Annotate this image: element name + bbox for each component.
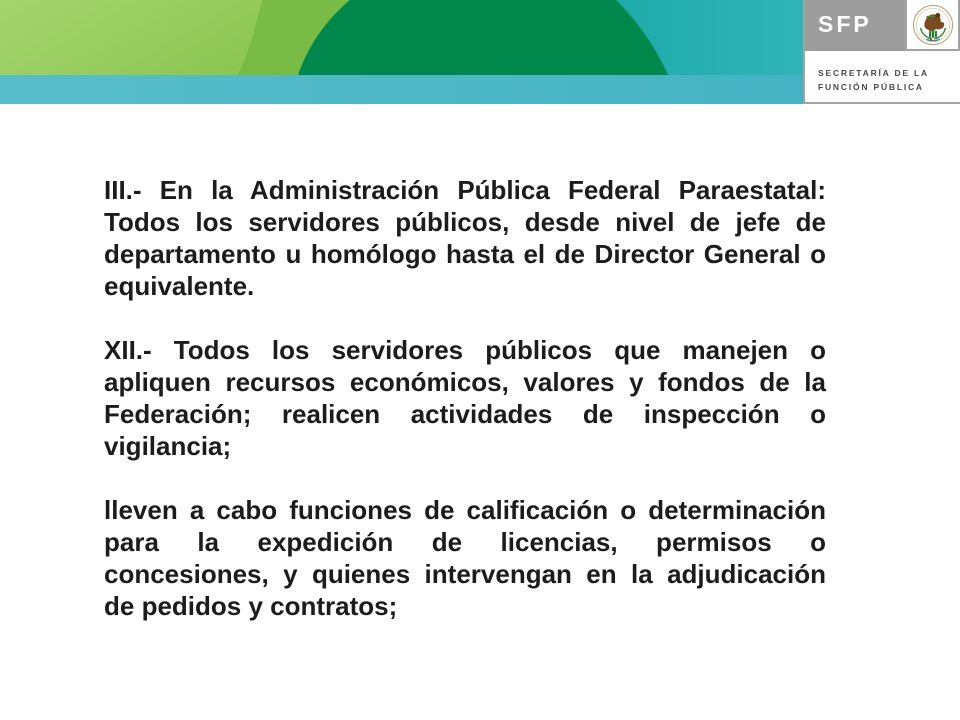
paragraph-3-line-4: de pedidos y contratos; [104, 591, 398, 621]
sfp-brand-block [803, 0, 960, 104]
banner-lower-band [0, 75, 803, 104]
paragraph-3 [104, 494, 826, 622]
sfp-logo [805, 0, 905, 51]
paragraph-1 [104, 174, 826, 302]
paragraph-1-line-3: departamento u homólogo hasta el de Director General o [104, 239, 826, 269]
paragraph-3-line-1: lleven a cabo funciones de calificación o determinación [104, 495, 826, 525]
header-banner [0, 0, 803, 104]
organization-name-line-2: FUNCIÓN PÚBLICA [818, 82, 924, 92]
organization-name [805, 51, 960, 94]
organization-name-line-1: SECRETARÍA DE LA [818, 68, 929, 78]
slide-body-text [104, 174, 826, 622]
paragraph-3-line-3: concesiones, y quienes intervengan en la adjudicación [104, 559, 826, 589]
paragraph-3-line-2: para la expedición de licencias, permisos o [104, 527, 826, 557]
paragraph-2-line-2: apliquen recursos económicos, valores y fondos de la [104, 367, 826, 397]
paragraph-2-line-4: vigilancia; [104, 431, 232, 461]
banner-dark-green-hill [298, 0, 668, 75]
sfp-logo-text: SFP [818, 11, 872, 37]
coat-of-arms-icon [912, 4, 954, 46]
brand-top-row [805, 0, 960, 51]
seal-box [905, 0, 960, 51]
paragraph-2 [104, 334, 826, 462]
paragraph-1-line-4: equivalente. [104, 271, 255, 301]
paragraph-1-line-2: Todos los servidores públicos, desde nivel de jefe de [104, 207, 826, 237]
paragraph-2-line-3: Federación; realicen actividades de inspección o [104, 399, 826, 429]
paragraph-1-line-1: III.- En la Administración Pública Federal Paraestatal: [104, 175, 826, 205]
paragraph-2-line-1: XII.- Todos los servidores públicos que manejen o [104, 335, 826, 365]
